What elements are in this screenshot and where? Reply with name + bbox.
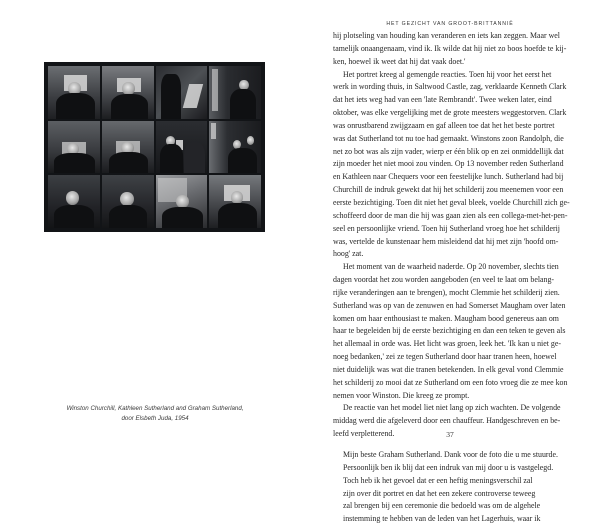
text-line: seel en persoonlijke vriend. Toen hij Sutherland vroeg hoe het schilderij [333,223,560,233]
photo-frame [156,66,208,119]
photo-frame [156,175,208,228]
photo-frame [209,175,261,228]
text-line: het schilderij zo mooi dat ze Sutherland om een foto vroeg die ze mee kon [333,377,568,387]
text-line: middag werd die afgeleverd door een chauffeur. Handgeschreven en be- [333,416,561,426]
body-text [333,30,575,526]
photo-frame [209,121,261,174]
text-line: het allemaal in orde was. Het licht was groen, leek het. 'Ik kan u niet ge- [333,339,561,349]
text-line: De reactie van het model liet niet lang op zich wachten. De volgende [343,403,561,413]
text-line: Sutherland was op van de zenuwen en had Somerset Maugham over laten [333,300,566,310]
quote-line: Persoonlijk ben ik blij dat een indruk van mij door u is vastgelegd. [343,462,554,472]
text-line: haar te begeleiden bij de eerste bezichtiging en dan een teken te geven als [333,326,566,336]
text-line: was onrustbarend zwijgzaam en gaf alleen toe dat het het beste portret [333,120,555,130]
text-line: ken, hoewel ik weet dat hij dat vaak doet.' [333,56,466,66]
quote-line: instemming te hebben van de leden van het Lagerhuis, waar ik [343,514,541,524]
text-line: Het portret kreeg al gemengde reacties. Toen hij voor het eerst het [343,69,552,79]
photo-frame [48,66,100,119]
text-line: dat het iets weg had van een 'late Rembrandt'. Twee weken later, eind [333,95,552,105]
photo-caption [30,404,280,424]
photo-frame [102,66,154,119]
photo-frame [209,66,261,119]
text-line: en Kathleen naar Chequers voor een feestelijke lunch. Sutherland had bij [333,172,564,182]
photo-frame [48,121,100,174]
running-head: HET GEZICHT VAN GROOT-BRITTANNIË [386,21,514,27]
left-page [0,0,300,460]
text-line: hij plotseling van houding kan veranderen en iets kan zeggen. Maar wel [333,31,561,40]
quote-line: zal brengen bij een ceremonie die bedoeld was om de algehele [343,501,541,511]
text-line: nemen voor Winston. Die kreeg ze prompt. [333,390,470,400]
text-line: rijke veranderingen aan te brengen), mocht Clemmie het schilderij zien. [333,287,560,297]
text-line: noeg bedanken,' zei ze tegen Sutherland door haar tranen heen, hoewel [333,352,557,362]
text-line: Het moment van de waarheid naderde. Op 20 november, slechts tien [343,262,559,272]
text-line: tamelijk onaangenaam, vind ik. Ik wilde dat hij niet zo boos hoefde te kij- [333,43,567,53]
text-line: was dat Sutherland tot nu toe had gemaakt. Winstons zoon Randolph, die [333,133,564,143]
quote-line: Mijn beste Graham Sutherland. Dank voor de foto die u me stuurde. [343,450,558,459]
text-line: komen om haar enthousiast te maken. Maugham bood genereus aan om [333,313,559,323]
text-line: was, vertelde de kunstenaar hem misleidend dat hij met zijn 'hoofd om- [333,236,559,246]
text-line: Churchill de indruk gewekt dat hij het schilderij zou meenemen voor een [333,185,564,195]
text-line: dagen voordat het zou worden aangeboden (en veel te laat om belang- [333,275,555,285]
text-line: schoffeerd door de man die hij was gaan zien als een collega-met-het-pen- [333,210,568,220]
photo-frame [156,121,208,174]
quote-line: Toch heb ik het gevoel dat er een heftig meningsverschil zal [343,475,533,485]
photo-frame [48,175,100,228]
text-line: oktober, was elke vergelijking met de grote meesters weggestorven. Clark [333,108,567,118]
text-line: niet duidelijk was wat die tranen betekenden. In elk geval vond Clemmie [333,364,564,374]
text-line: hoog' zat. [333,249,364,259]
text-line: zijn moeder het niet mooi zou vinden. Op 13 november reden Sutherland [333,159,564,169]
photo-frame [102,175,154,228]
text-line: eerste bezichtiging. Toen dit niet het geval bleek, voelde Churchill zich ge- [333,197,570,207]
caption-line: Winston Churchill, Kathleen Sutherland and Graham Sutherland, [66,405,244,412]
page-number: 37 [446,430,454,439]
quote-line: zijn over dit portret en dat het een zekere controverse teweeg [343,488,536,498]
photo-frame [102,121,154,174]
text-line: leefd verpletterend. [333,429,395,439]
text-line: net zo bot was als zijn vader, wierp er één blik op en zei onmiddellijk dat [333,146,564,156]
caption-line: door Elsbeth Juda, 1954 [121,415,189,422]
contact-sheet-photo [44,62,265,232]
text-line: werk in wording thuis, in Saltwood Castle, zag, verklaarde Kenneth Clark [333,82,567,92]
paragraph-gap [333,441,575,449]
